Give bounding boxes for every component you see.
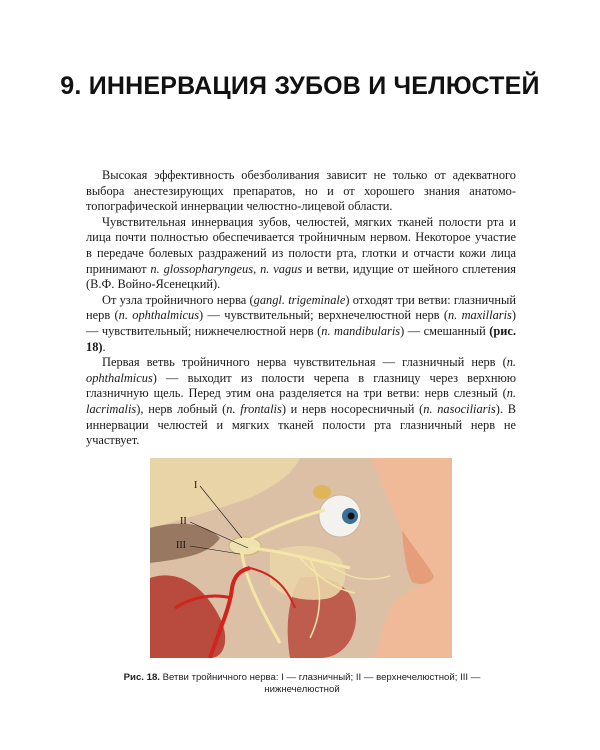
paragraph-1 xyxy=(86,168,516,215)
paragraph-4 xyxy=(86,355,516,449)
latin-term: n. mandibularis xyxy=(321,323,401,338)
paragraph-text: и ветви, идущие от шейного сплетения (В.Ф. Войно-Ясенецкий). xyxy=(86,261,516,292)
paragraph-text: Чувствительная иннервация зубов, челюстей, мягких тканей полости рта и лица почти полностью обеспечивается тройничным нервом. Некоторое участие в передаче болевых раздражений из полости рта, глотки и отчасти кожи лица принимают xyxy=(86,214,516,276)
paragraph-text: ). В иннервации челюстей и мягких тканей полости рта глазничный нерв не участвует. xyxy=(86,401,516,448)
paragraph-text: ) — чувствительный; нижнечелюстной нерв ( xyxy=(86,308,516,338)
latin-term: n. glossopharyngeus xyxy=(150,261,254,276)
latin-term: n. ophthalmicus xyxy=(86,355,516,385)
paragraph-2 xyxy=(86,215,516,293)
figure-caption xyxy=(86,672,518,696)
latin-term: n. frontalis xyxy=(226,401,282,416)
paragraph-text: ) — чувствительный; верхнечелюстной нерв ( xyxy=(199,308,448,323)
paragraph-text: . xyxy=(102,339,106,354)
paragraph-text: ), нерв лобный ( xyxy=(136,401,227,416)
trigeminal-nerve-illustration xyxy=(150,458,452,658)
latin-term: gangl. trigeminale xyxy=(253,292,346,307)
figure-reference: (рис. 18) xyxy=(86,323,517,354)
paragraph-text: ) отходят три ветви: глазничный нерв ( xyxy=(86,292,517,323)
label-mandibular: III xyxy=(176,540,186,551)
label-maxillary: II xyxy=(180,516,187,527)
latin-term: n. nasociliaris xyxy=(423,401,496,416)
lacrimal-gland xyxy=(313,485,331,499)
caption-prefix: Рис. 18. xyxy=(123,672,160,683)
body-text xyxy=(86,168,516,449)
paragraph-text: Первая ветвь тройничного нерва чувствительная — глазничный нерв ( xyxy=(102,355,507,370)
latin-term: n. maxillaris xyxy=(447,308,512,323)
paragraph-text: , xyxy=(253,261,261,276)
paragraph-text: ) — смешанный xyxy=(400,323,490,338)
latin-term: n. lacrimalis xyxy=(86,386,516,416)
latin-term: n. vagus xyxy=(260,261,303,276)
latin-term: n. ophthalmicus xyxy=(118,308,200,323)
paragraph-text: Высокая эффективность обезболивания зависит не только от адекватного выбора анестезирующих препаратов, но и от хорошего знания анатомо-топографической иннервации челюстно-лицевой области. xyxy=(86,168,516,214)
pupil xyxy=(348,513,355,520)
paragraph-text: От узла тройничного нерва ( xyxy=(102,292,254,307)
chapter-title: 9. ИННЕРВАЦИЯ ЗУБОВ И ЧЕЛЮСТЕЙ xyxy=(60,72,540,100)
trigeminal-ganglion xyxy=(229,537,261,555)
paragraph-text: ) — выходит из полости черепа в глазницу через верхнюю глазничную щель. Перед этим она разделяется на три ветви: нерв слезный ( xyxy=(86,370,516,401)
label-ophthalmic: I xyxy=(194,480,198,491)
paragraph-text: ) и нерв носоресничный ( xyxy=(281,401,424,416)
paragraph-3 xyxy=(86,293,516,355)
anatomy-figure xyxy=(150,458,452,658)
caption-text: Ветви тройничного нерва: I — глазничный; II — верхнечелюстной; III — нижнечелюстной xyxy=(159,672,481,695)
